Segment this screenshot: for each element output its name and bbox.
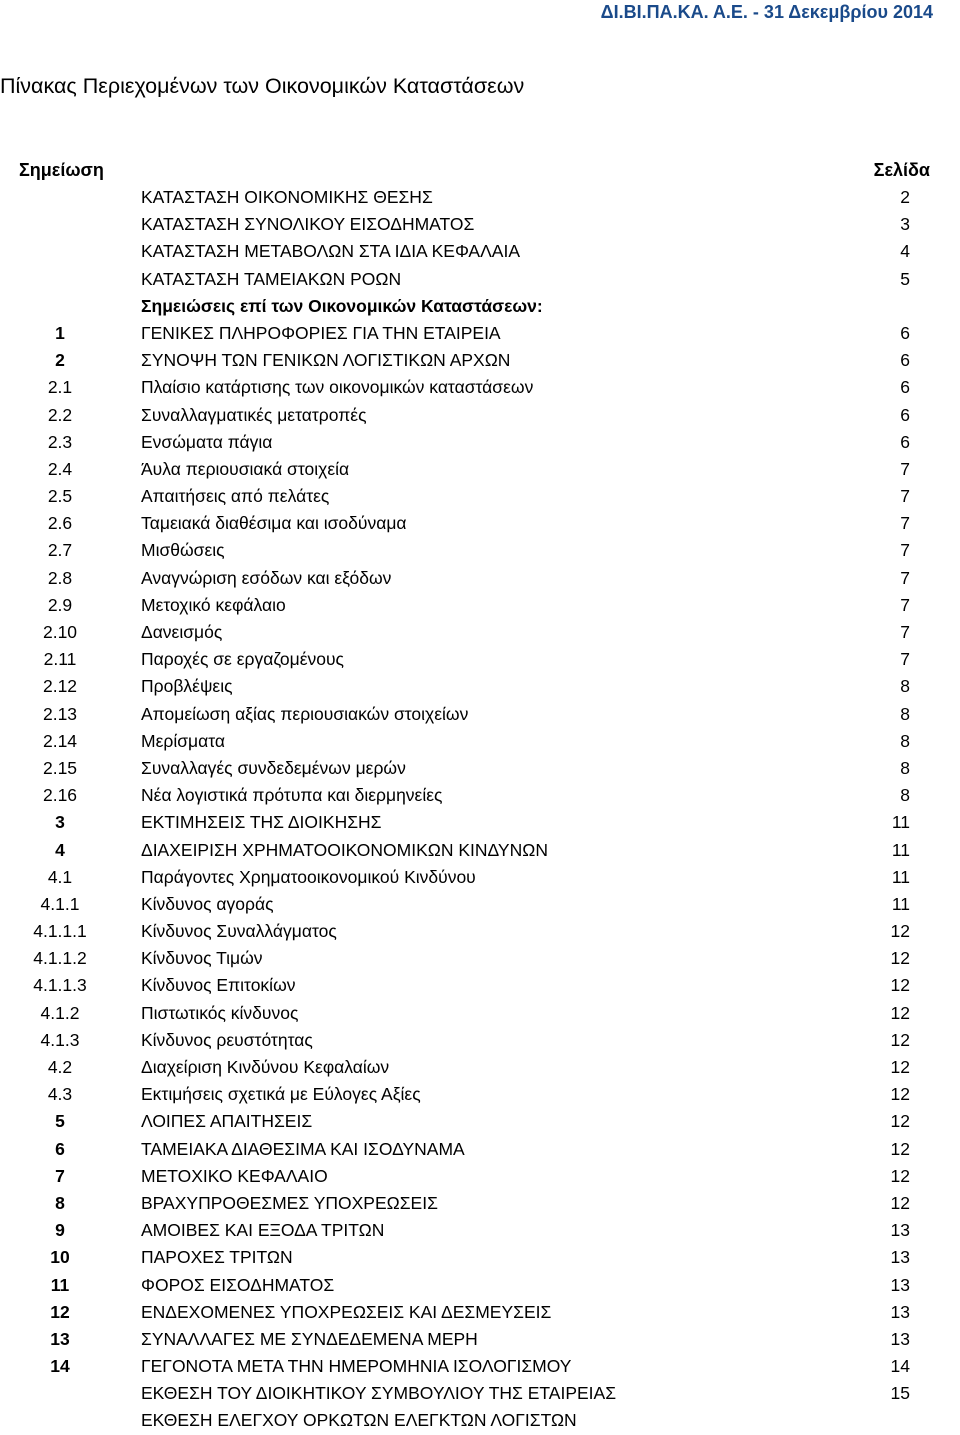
toc-row [0,809,960,836]
toc-row-title: Κίνδυνος αγοράς [141,893,274,914]
toc-row [0,211,960,238]
toc-row-number: 2.11 [43,649,77,670]
toc-row-number: 2.7 [47,540,73,561]
toc-row-number: 4.1.1.2 [33,948,87,969]
toc-row-title: ΣΥΝΟΨΗ ΤΩΝ ΓΕΝΙΚΩΝ ΛΟΓΙΣΤΙΚΩΝ ΑΡΧΩΝ [141,350,511,371]
toc-row-page: 14 [890,1356,910,1377]
toc-row [0,1217,960,1244]
toc-row-number: 3 [55,812,65,833]
toc-row-page: 6 [900,404,910,425]
toc-row-page: 12 [890,1084,910,1105]
toc-row-number: 13 [50,1328,70,1349]
toc-row-title: ΜΕΤΟΧΙΚΟ ΚΕΦΑΛΑΙΟ [141,1165,328,1186]
toc-row-number: 2.8 [47,567,73,588]
toc-row-number: 2.10 [42,622,78,642]
toc-row [0,918,960,945]
toc-row [0,1244,960,1271]
toc-row-page: 8 [900,757,910,778]
toc-row [0,510,960,537]
toc-row-title: Άυλα περιουσιακά στοιχεία [141,458,350,479]
toc-row-number: 14 [50,1356,70,1377]
toc-row-number: 12 [50,1301,70,1322]
toc-row [0,184,960,211]
toc-row-title: ΕΚΘΕΣΗ ΕΛΕΓΧΟΥ ΟΡΚΩΤΩΝ ΕΛΕΓΚΤΩΝ ΛΟΓΙΣΤΩΝ [141,1410,577,1431]
toc-row-number: 2.15 [42,757,78,778]
toc-row-page: 13 [890,1301,910,1322]
toc-row [0,565,960,592]
toc-row-page: 7 [900,567,910,588]
toc-row-page: 6 [900,322,910,343]
toc-row-page: 7 [900,594,910,615]
toc-row-page: 12 [890,1192,910,1213]
column-header-note: Σημείωση [19,160,104,180]
toc-row [0,1299,960,1326]
toc-row-title: ΣΥΝΑΛΛΑΓΕΣ ΜΕ ΣΥΝΔΕΔΕΜΕΝΑ ΜΕΡΗ [141,1328,478,1349]
toc-row-page: 8 [900,730,910,751]
toc-row [0,456,960,483]
toc-row-number: 4.1.1.1 [33,921,87,942]
toc-row-page: 11 [891,893,910,914]
toc-row [0,483,960,510]
toc-row-page: 7 [900,486,910,507]
toc-row-number: 4.2 [47,1057,73,1077]
toc-row [0,1190,960,1217]
toc-row-page: 12 [890,921,910,942]
toc-row-page: 3 [900,214,910,235]
toc-row-page: 7 [900,458,910,479]
toc-row-number: 4.3 [47,1084,73,1105]
toc-row-number: 4 [55,839,65,860]
toc-row-number: 6 [55,1138,65,1159]
toc-row-title: ΛΟΙΠΕΣ ΑΠΑΙΤΗΣΕΙΣ [141,1111,313,1132]
toc-row-page: 4 [900,241,910,262]
toc-row-title: ΕΚΤΙΜΗΣΕΙΣ ΤΗΣ ΔΙΟΙΚΗΣΗΣ [141,812,382,833]
toc-row-title: ΚΑΤΑΣΤΑΣΗ ΟΙΚΟΝΟΜΙΚΗΣ ΘΕΣΗΣ [141,187,433,207]
toc-row [0,972,960,999]
toc-row-number: 11 [50,1274,70,1295]
toc-row-page: 12 [890,1057,910,1077]
toc-row-number: 2.4 [47,458,73,479]
toc-row-page: 12 [890,948,910,969]
toc-row-title: Κίνδυνος Τιμών [141,948,263,969]
toc-row-number: 2.13 [42,703,78,724]
toc-row [0,537,960,564]
toc-row-page: 5 [900,268,910,289]
toc-row-title: ΠΑΡΟΧΕΣ ΤΡΙΤΩΝ [141,1247,293,1268]
toc-row-title: Μετοχικό κεφάλαιο [141,594,286,615]
toc-row [0,1000,960,1027]
toc-row-title: Πιστωτικός κίνδυνος [141,1002,299,1023]
toc-row-page: 6 [900,431,910,452]
toc-row-title: Νέα λογιστικά πρότυπα και διερμηνείες [141,785,443,806]
toc-row-page: 12 [890,1002,910,1023]
toc-row-number: 8 [55,1192,65,1213]
toc-row-number: 9 [55,1220,65,1241]
toc-row-page: 15 [890,1383,910,1404]
toc-row-title: Απομείωση αξίας περιουσιακών στοιχείων [141,703,469,724]
toc-row [0,782,960,809]
toc-row-title: ΑΜΟΙΒΕΣ ΚΑΙ ΕΞΟΔΑ ΤΡΙΤΩΝ [141,1220,385,1241]
toc-row-title: Σημειώσεις επί των Οικονομικών Καταστάσεων: [141,295,543,316]
toc-row-title: Κίνδυνος ρευστότητας [141,1029,313,1050]
toc-row [0,347,960,374]
toc-row-number: 4.1.1 [40,893,80,914]
toc-row [0,1326,960,1353]
toc-row-number: 2.3 [47,431,73,452]
toc-row-title: Συναλλαγές συνδεδεμένων μερών [141,757,406,778]
toc-row-page: 6 [900,350,910,371]
column-header-page: Σελίδα [873,160,930,180]
toc-row-title: Κίνδυνος Συναλλάγματος [141,921,337,942]
toc-row [0,1272,960,1299]
toc-row [0,293,960,320]
toc-row-title: ΚΑΤΑΣΤΑΣΗ ΜΕΤΑΒΟΛΩΝ ΣΤΑ ΙΔΙΑ ΚΕΦΑΛΑΙΑ [141,241,520,262]
toc-row-page: 2 [900,187,910,207]
toc-row [0,429,960,456]
toc-row [0,619,960,646]
toc-row-title: Εκτιμήσεις σχετικά με Εύλογες Αξίες [141,1084,421,1105]
toc-row-title: Παροχές σε εργαζομένους [141,649,344,670]
toc-row-page: 7 [900,540,910,561]
toc-row [0,945,960,972]
toc-row-page: 13 [890,1328,910,1349]
toc-row [0,402,960,429]
toc-row-number: 2.2 [47,404,73,425]
toc-row [0,238,960,265]
toc-row-title: Κίνδυνος Επιτοκίων [141,975,296,996]
toc-row-title: ΦΟΡΟΣ ΕΙΣΟΔΗΜΑΤΟΣ [141,1274,335,1295]
toc-row-page: 12 [890,1165,910,1186]
table-of-contents [0,184,960,1435]
toc-row-number: 4.1 [47,866,73,887]
toc-row [0,646,960,673]
document-header: ΔΙ.ΒΙ.ΠΑ.ΚΑ. Α.Ε. - 31 Δεκεμβρίου 2014 [600,2,933,22]
toc-row-number: 10 [50,1247,70,1268]
toc-row [0,673,960,700]
toc-row-title: ΓΕΝΙΚΕΣ ΠΛΗΡΟΦΟΡΙΕΣ ΓΙΑ ΤΗΝ ΕΤΑΙΡΕΙΑ [141,322,501,343]
toc-row-page: 8 [900,676,910,697]
toc-row [0,374,960,401]
toc-row-page: 13 [890,1220,910,1241]
page-title: Πίνακας Περιεχομένων των Οικονομικών Καταστάσεων [0,74,525,98]
toc-row [0,1380,960,1407]
toc-row-page: 7 [900,649,910,670]
toc-row-title: Ταμειακά διαθέσιμα και ισοδύναμα [141,513,407,534]
toc-row-page: 8 [900,703,910,724]
toc-row-title: Μισθώσεις [141,540,225,561]
toc-row-number: 2.9 [47,594,73,615]
toc-row [0,728,960,755]
toc-row-title: Μερίσματα [141,730,226,751]
toc-row-title: Διαχείριση Κινδύνου Κεφαλαίων [141,1057,390,1077]
toc-row-title: ΓΕΓΟΝΟΤΑ ΜΕΤΑ ΤΗΝ ΗΜΕΡΟΜΗΝΙΑ ΙΣΟΛΟΓΙΣΜΟΥ [141,1356,572,1377]
toc-row-number: 2.5 [47,486,73,507]
toc-row-page: 11 [891,866,910,887]
toc-row [0,891,960,918]
toc-row-page: 7 [900,513,910,534]
toc-row [0,837,960,864]
toc-row-page: 11 [891,812,910,833]
toc-row-title: Ενσώματα πάγια [141,431,273,452]
toc-row [0,1353,960,1380]
toc-row [0,592,960,619]
toc-row [0,755,960,782]
toc-row [0,1407,960,1434]
toc-row [0,1136,960,1163]
toc-row-number: 2.12 [42,676,78,697]
toc-row [0,1108,960,1135]
toc-row-number: 1 [55,322,65,343]
toc-row-title: ΚΑΤΑΣΤΑΣΗ ΤΑΜΕΙΑΚΩΝ ΡΟΩΝ [141,268,402,289]
toc-row-page: 7 [900,622,910,642]
toc-row-title: Παράγοντες Χρηματοοικονομικού Κινδύνου [141,866,476,887]
toc-row-number: 2 [55,350,65,371]
toc-row-number: 2.1 [47,377,73,398]
toc-row-number: 2.14 [42,730,78,751]
toc-row-title: ΕΝΔΕΧΟΜΕΝΕΣ ΥΠΟΧΡΕΩΣΕΙΣ ΚΑΙ ΔΕΣΜΕΥΣΕΙΣ [141,1301,552,1322]
toc-row-number: 4.1.2 [40,1002,80,1023]
toc-row [0,1163,960,1190]
toc-row-page: 11 [891,839,910,860]
toc-row-title: Πλαίσιο κατάρτισης των οικονομικών καταστάσεων [141,377,534,398]
toc-row-page: 8 [900,785,910,806]
toc-row [0,320,960,347]
toc-row-page: 6 [900,377,910,398]
toc-row-page: 13 [890,1274,910,1295]
toc-row-title: Απαιτήσεις από πελάτες [141,486,330,507]
toc-row-page: 12 [890,1138,910,1159]
toc-row-title: Προβλέψεις [141,676,233,697]
toc-row-page: 13 [890,1247,910,1268]
toc-row-number: 2.6 [47,513,73,534]
toc-row [0,266,960,293]
toc-row-title: ΕΚΘΕΣΗ ΤΟΥ ΔΙΟΙΚΗΤΙΚΟΥ ΣΥΜΒΟΥΛΙΟΥ ΤΗΣ ΕΤΑΙΡΕΙΑΣ [141,1383,617,1404]
toc-row-number: 7 [55,1165,65,1186]
toc-row-title: Συναλλαγματικές μετατροπές [141,404,367,425]
toc-row-number: 4.1.3 [40,1029,80,1050]
toc-row-number: 4.1.1.3 [33,975,87,996]
toc-row [0,1081,960,1108]
toc-row [0,1054,960,1081]
toc-row-number: 5 [55,1111,65,1132]
toc-row [0,1027,960,1054]
toc-row-title: Αναγνώριση εσόδων και εξόδων [141,567,392,588]
toc-row [0,864,960,891]
toc-row [0,701,960,728]
toc-row-title: ΚΑΤΑΣΤΑΣΗ ΣΥΝΟΛΙΚΟΥ ΕΙΣΟΔΗΜΑΤΟΣ [141,214,475,235]
toc-row-page: 12 [890,1029,910,1050]
toc-row-title: ΒΡΑΧΥΠΡΟΘΕΣΜΕΣ ΥΠΟΧΡΕΩΣΕΙΣ [141,1192,438,1213]
toc-row-title: ΔΙΑΧΕΙΡΙΣΗ ΧΡΗΜΑΤΟΟΙΚΟΝΟΜΙΚΩΝ ΚΙΝΔΥΝΩΝ [141,839,548,860]
toc-row-title: ΤΑΜΕΙΑΚΑ ΔΙΑΘΕΣΙΜΑ ΚΑΙ ΙΣΟΔΥΝΑΜΑ [141,1138,465,1159]
toc-row-page: 12 [890,1111,910,1132]
toc-row-page: 12 [890,975,910,996]
toc-row-title: Δανεισμός [141,622,223,642]
toc-row-number: 2.16 [42,785,78,806]
